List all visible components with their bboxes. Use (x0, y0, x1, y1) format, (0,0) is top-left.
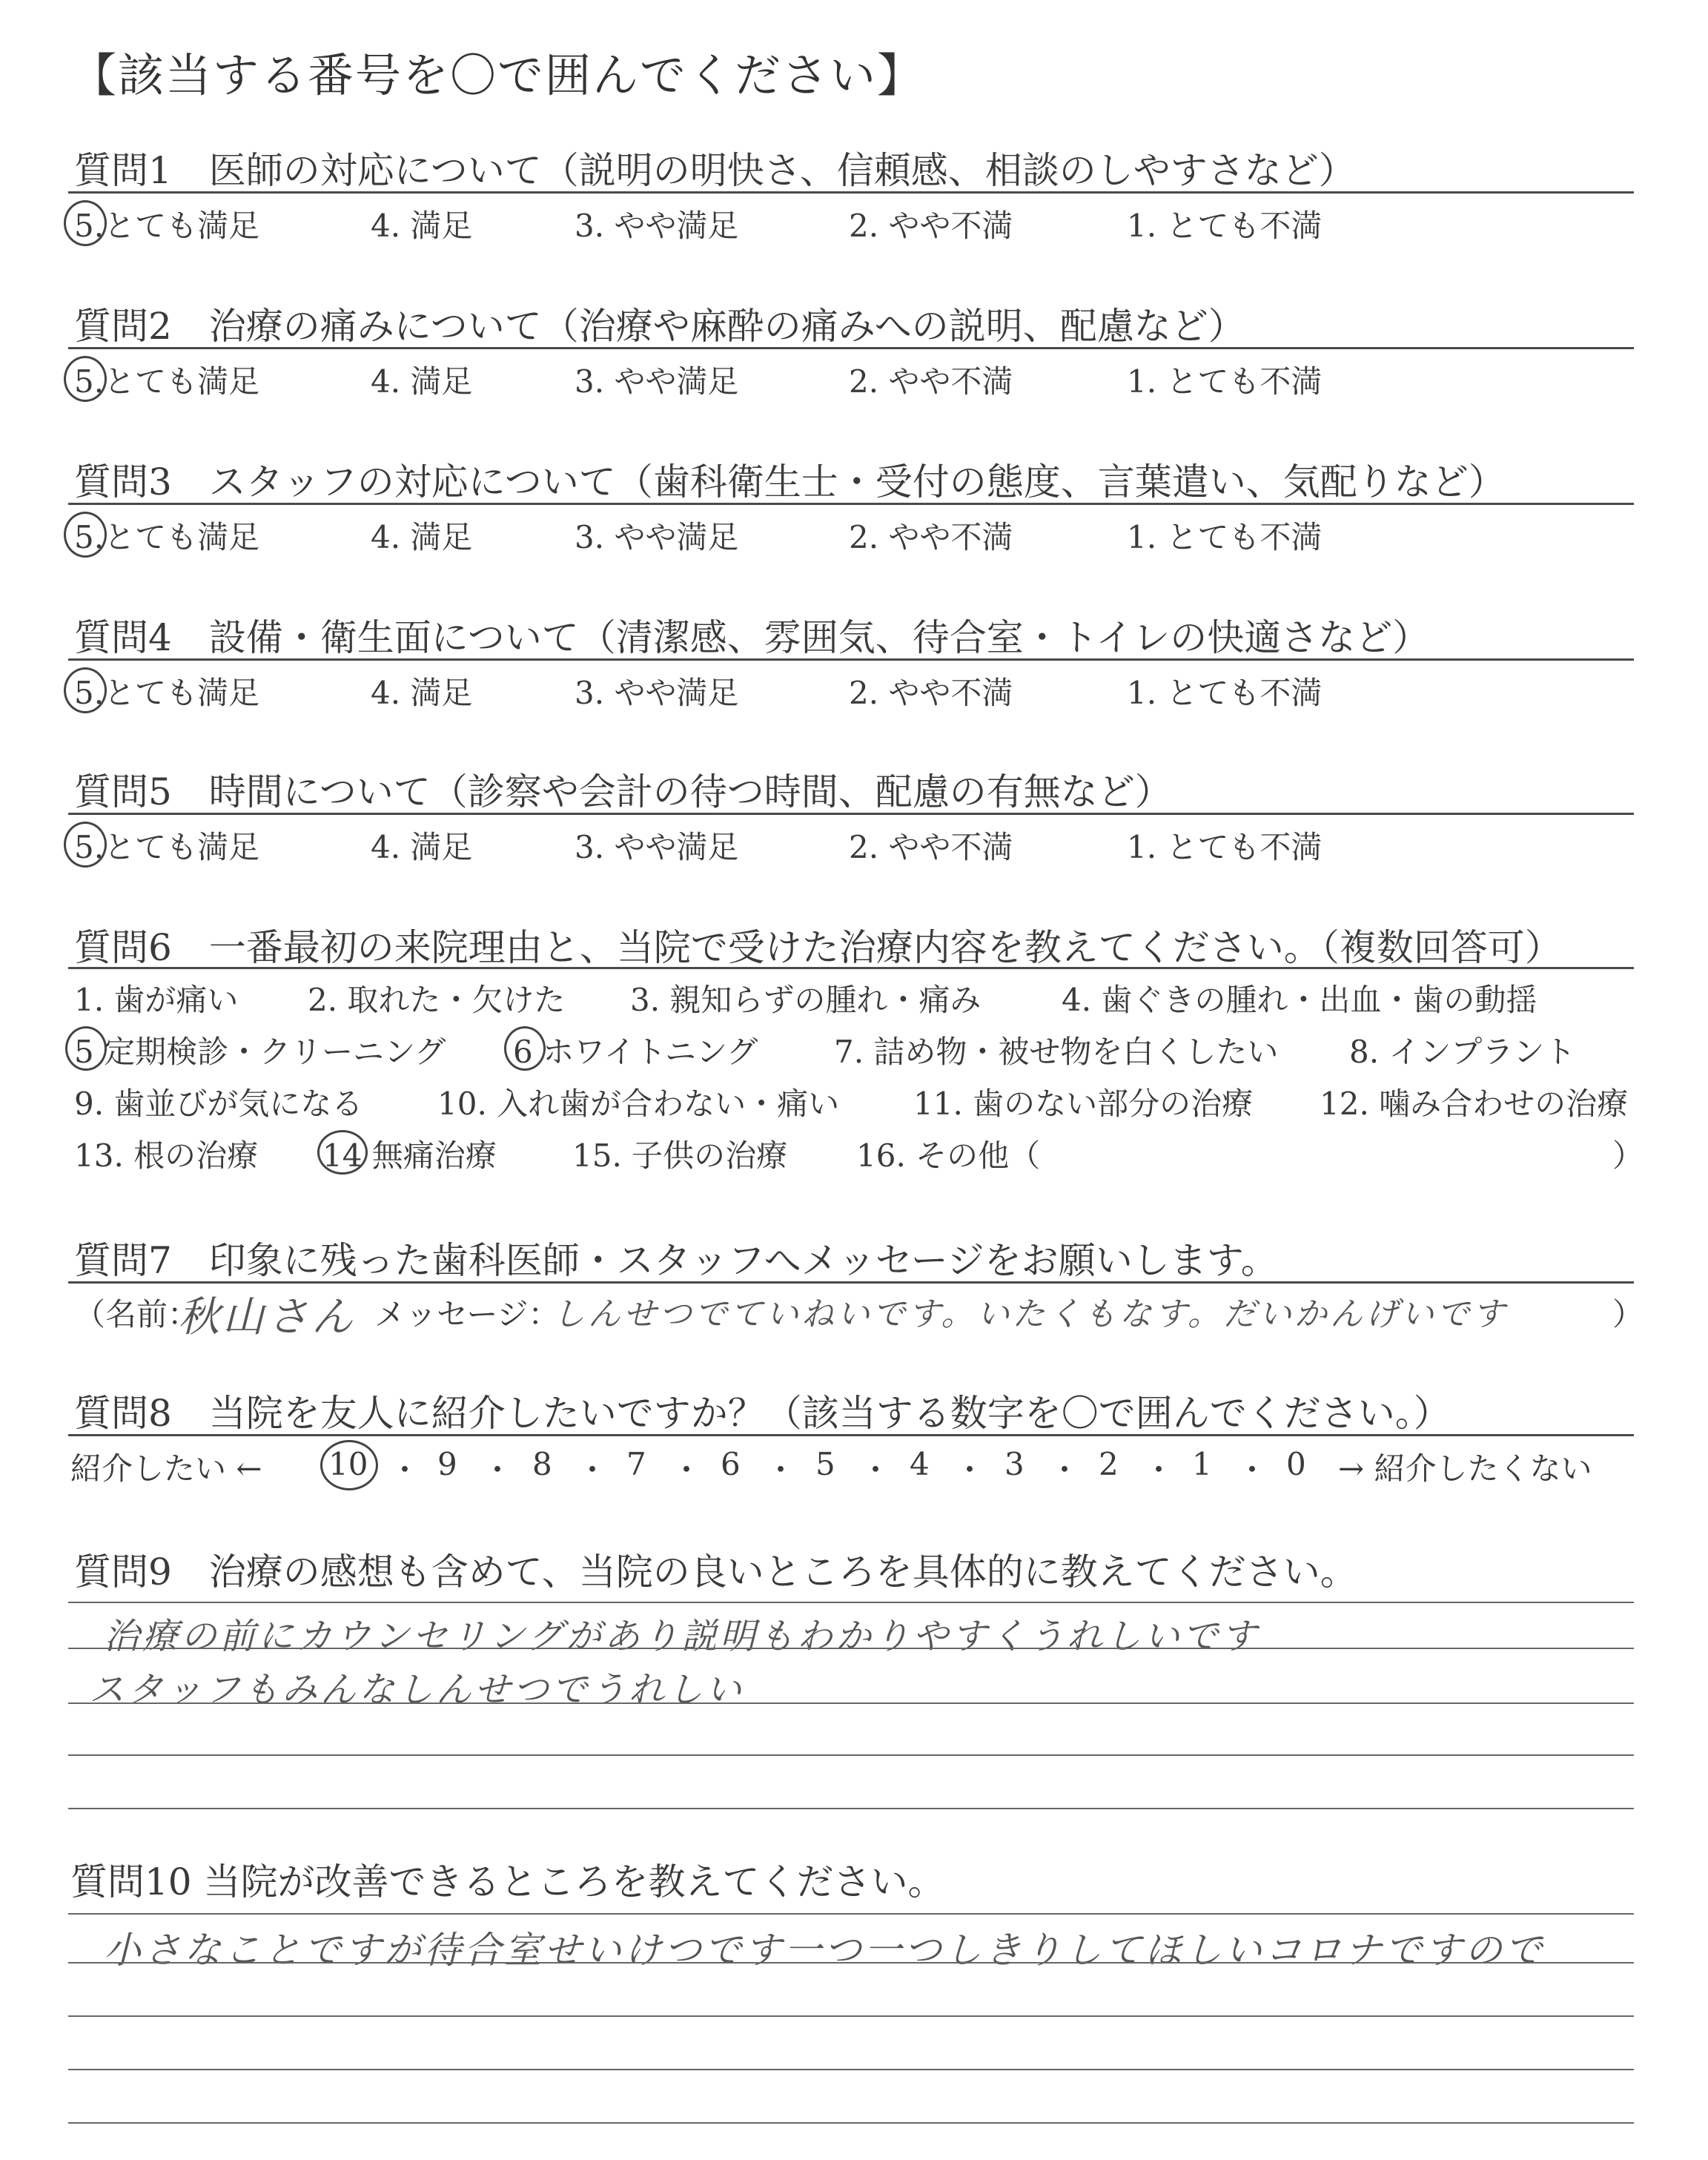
handwritten-answer: 小さなことですが待合室せいけつです一つ一つしきりしてほしいコロナですので (104, 1929, 1545, 1972)
answer-line (68, 1702, 1634, 1704)
q6-option[interactable]: 14 無痛治療 (322, 1137, 497, 1174)
scale-value-1[interactable]: 1 (1192, 1446, 1212, 1482)
question-title: 質問9 治療の感想も含めて、当院の良いところを具体的に教えてください。 (74, 1550, 1357, 1593)
option-5[interactable]: 5.とても満足 (74, 829, 260, 865)
question-title: 質問7 印象に残った歯科医師・スタッフへメッセージをお願いします。 (74, 1239, 1278, 1282)
divider (68, 967, 1634, 969)
scale-dot: ・ (1143, 1452, 1175, 1488)
option-2[interactable]: 2. やや不満 (849, 519, 1013, 555)
option-1[interactable]: 1. とても不満 (1127, 675, 1323, 711)
q6-option[interactable]: 4. 歯ぐきの腫れ・出血・歯の動揺 (1062, 982, 1537, 1018)
scale-value-6[interactable]: 6 (721, 1446, 741, 1482)
option-4[interactable]: 4. 満足 (371, 363, 473, 400)
scale-dot: ・ (482, 1452, 514, 1488)
scale-value-7[interactable]: 7 (626, 1446, 646, 1482)
divider (68, 1434, 1634, 1436)
question-title: 質問4 設備・衛生面について（清潔感、雰囲気、待合室・トイレの快適さなど） (74, 616, 1430, 659)
q6-option[interactable]: 12. 噛み合わせの治療 (1320, 1086, 1629, 1122)
option-5[interactable]: 5.とても満足 (74, 208, 260, 244)
scale-value-0[interactable]: 0 (1286, 1446, 1306, 1482)
scale-dot: ・ (860, 1452, 892, 1488)
divider (68, 191, 1634, 194)
option-3[interactable]: 3. やや満足 (575, 363, 739, 400)
q6-option[interactable]: 6 ホワイトニング (513, 1034, 758, 1070)
option-1[interactable]: 1. とても不満 (1127, 519, 1323, 555)
handwritten-name: 秋山さん (178, 1293, 356, 1341)
q6-option[interactable]: 9. 歯並びが気になる (74, 1086, 363, 1122)
question-title: 質問6 一番最初の来院理由と、当院で受けた治療内容を教えてください。（複数回答可） (74, 926, 1562, 969)
answer-line (68, 1808, 1634, 1809)
answer-line (68, 2069, 1634, 2070)
q6-option[interactable]: 13. 根の治療 (74, 1137, 259, 1174)
option-4[interactable]: 4. 満足 (371, 519, 473, 555)
handwritten-answer: 治療の前にカウンセリングがあり説明もわかりやすくうれしいです (104, 1616, 1260, 1657)
question-title: 質問1 医師の対応について（説明の明快さ、信頼感、相談のしやすさなど） (74, 149, 1356, 192)
option-3[interactable]: 3. やや満足 (575, 519, 739, 555)
answer-line (68, 1754, 1634, 1756)
answer-line (68, 1962, 1634, 1964)
option-3[interactable]: 3. やや満足 (575, 829, 739, 865)
q6-option[interactable]: 1. 歯が痛い (74, 982, 239, 1018)
name-label: （名前： (74, 1296, 199, 1332)
scale-dot: ・ (389, 1452, 421, 1488)
q6-option[interactable]: 2. 取れた・欠けた (308, 982, 566, 1018)
option-3[interactable]: 3. やや満足 (575, 675, 739, 711)
answer-line (68, 2122, 1634, 2124)
q7-close-paren: ） (1612, 1296, 1644, 1332)
message-label: メッセージ： (374, 1296, 560, 1332)
q6-option[interactable]: 8. インプラント (1349, 1034, 1576, 1070)
divider (68, 813, 1634, 815)
option-4[interactable]: 4. 満足 (371, 675, 473, 711)
scale-value-9[interactable]: 9 (437, 1446, 457, 1482)
q6-option[interactable]: 10. 入れ歯が合わない・痛い (437, 1086, 840, 1122)
option-2[interactable]: 2. やや不満 (849, 675, 1013, 711)
answer-line (68, 2015, 1634, 2017)
q6-close-paren: ） (1612, 1137, 1644, 1174)
divider (68, 658, 1634, 661)
q6-option[interactable]: 3. 親知らずの腫れ・痛み (630, 982, 982, 1018)
scale-value-8[interactable]: 8 (532, 1446, 552, 1482)
option-4[interactable]: 4. 満足 (371, 208, 473, 244)
answer-line (68, 1648, 1634, 1649)
option-1[interactable]: 1. とても不満 (1127, 208, 1323, 244)
scale-dot: ・ (765, 1452, 797, 1488)
scale-dot: ・ (954, 1452, 986, 1488)
handwritten-message: しんせつでていねいです。いたくもなす。だいかんげいです (552, 1295, 1508, 1333)
option-1[interactable]: 1. とても不満 (1127, 829, 1323, 865)
scale-value-4[interactable]: 4 (910, 1446, 930, 1482)
page-header: 【該当する番号を〇で囲んでください】 (70, 48, 925, 102)
answer-line (68, 1602, 1634, 1603)
scale-dot: ・ (1049, 1452, 1081, 1488)
question-title: 質問10 当院が改善できるところを教えてください。 (70, 1860, 945, 1903)
option-1[interactable]: 1. とても不満 (1127, 363, 1323, 400)
question-title: 質問2 治療の痛みについて（治療や麻酔の痛みへの説明、配慮など） (74, 305, 1245, 348)
option-5[interactable]: 5.とても満足 (74, 675, 260, 711)
divider (68, 503, 1634, 505)
question-title: 質問3 スタッフの対応について（歯科衛生士・受付の態度、言葉遣い、気配りなど） (74, 460, 1506, 503)
q6-option[interactable]: 7. 詰め物・被せ物を白くしたい (834, 1034, 1279, 1070)
q6-option[interactable]: 16. その他（ (856, 1137, 1041, 1174)
option-4[interactable]: 4. 満足 (371, 829, 473, 865)
scale-dot: ・ (671, 1452, 703, 1488)
answer-line (68, 1913, 1634, 1915)
question-title: 質問5 時間について（診察や会計の待つ時間、配慮の有無など） (74, 770, 1172, 813)
scale-dot: ・ (1237, 1452, 1268, 1488)
option-2[interactable]: 2. やや不満 (849, 208, 1013, 244)
scale-value-5[interactable]: 5 (815, 1446, 835, 1482)
scale-value-10[interactable]: 10 (328, 1446, 368, 1482)
scale-value-3[interactable]: 3 (1004, 1446, 1025, 1482)
q6-option[interactable]: 11. 歯のない部分の治療 (913, 1086, 1254, 1122)
handwritten-answer: スタッフもみんなしんせつでうれしい (89, 1669, 745, 1711)
scale-dot: ・ (577, 1452, 609, 1488)
option-2[interactable]: 2. やや不満 (849, 829, 1013, 865)
option-5[interactable]: 5.とても満足 (74, 363, 260, 400)
option-3[interactable]: 3. やや満足 (575, 208, 739, 244)
q6-option[interactable]: 15. 子供の治療 (572, 1137, 788, 1174)
question-title: 質問8 当院を友人に紹介したいですか？（該当する数字を〇で囲んでください。） (74, 1392, 1451, 1435)
divider (68, 347, 1634, 349)
scale-left-label: 紹介したい ← (70, 1450, 262, 1487)
option-5[interactable]: 5.とても満足 (74, 519, 260, 555)
scale-right-label: → 紹介したくない (1338, 1450, 1592, 1487)
divider (68, 1281, 1634, 1284)
option-2[interactable]: 2. やや不満 (849, 363, 1013, 400)
scale-value-2[interactable]: 2 (1099, 1446, 1119, 1482)
q6-option[interactable]: 5 定期検診・クリーニング (74, 1034, 446, 1070)
